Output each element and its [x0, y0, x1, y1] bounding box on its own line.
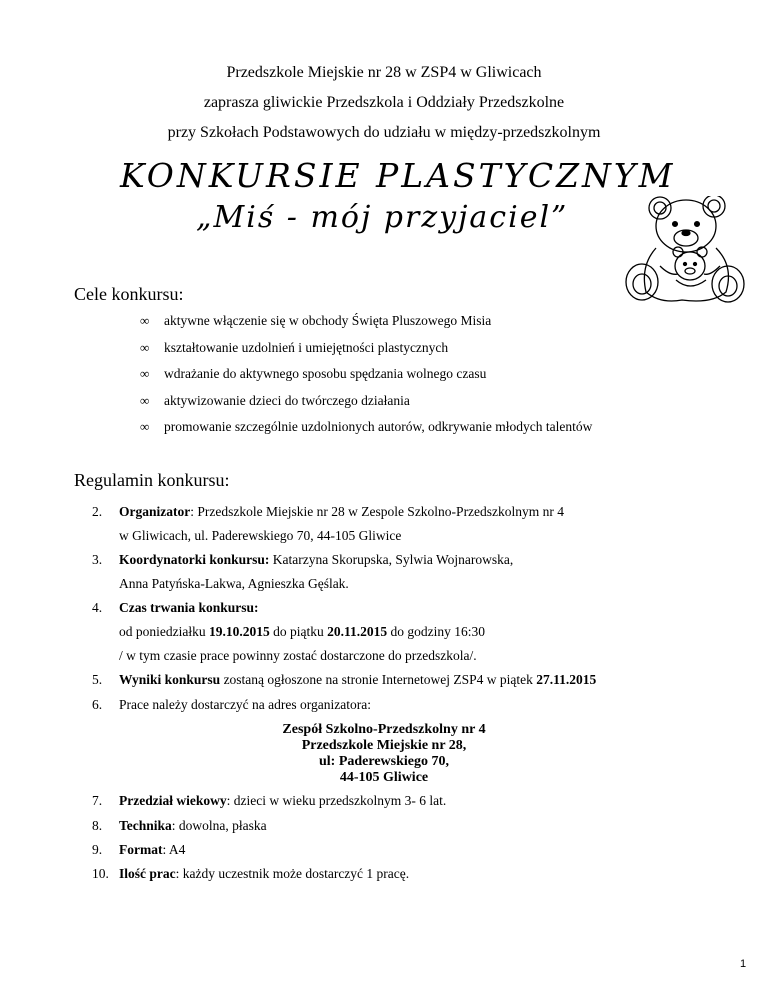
- rule-4: 4. Czas trwania konkursu:: [92, 600, 259, 615]
- list-item: ∞ aktywizowanie dzieci do twórczego działania: [140, 392, 410, 408]
- list-item: ∞ kształtowanie uzdolnień i umiejętności plastycznych: [140, 339, 449, 355]
- intro-line-2: zaprasza gliwickie Przedszkola i Oddziały Przedszkolne: [203, 94, 565, 111]
- rule-9: 9. Format: A4: [92, 842, 186, 857]
- rule-4-note: / w tym czasie prace powinny zostać dostarczone do przedszkola/.: [119, 648, 477, 663]
- list-item: ∞ aktywne włączenie się w obchody Święta Pluszowego Misia: [140, 313, 492, 328]
- rule-2: 2. Organizator: Przedszkole Miejskie nr 28 w Zespole Szkolno-Przedszkolnym nr 4: [92, 504, 565, 519]
- rule-10: 10. Ilość prac: każdy uczestnik może dostarczyć 1 pracę.: [92, 866, 410, 881]
- rule-6: 6. Prace należy dostarczyć na adres organizatora:: [92, 697, 371, 712]
- page-number: 1: [740, 958, 747, 970]
- rule-3: 3. Koordynatorki konkursu: Katarzyna Skorupska, Sylwia Wojnarowska,: [92, 552, 514, 567]
- rule-2-cont: w Gliwicach, ul. Paderewskiego 70, 44-105 Gliwice: [119, 528, 402, 543]
- infinity-bullet-icon: ∞: [140, 339, 150, 355]
- teddy-bear-illustration: [620, 196, 760, 308]
- organizer-address: Zespół Szkolno-Przedszkolny nr 4 Przedszkole Miejskie nr 28, ul: Paderewskiego 70, 44-105 Gliwice: [282, 722, 486, 785]
- intro-line-1: Przedszkole Miejskie nr 28 w ZSP4 w Gliwicach: [226, 64, 542, 81]
- list-item: ∞ promowanie szczególnie uzdolnionych autorów, odkrywanie młodych talentów: [140, 419, 593, 434]
- goals-heading: Cele konkursu:: [74, 284, 184, 304]
- infinity-bullet-icon: ∞: [140, 313, 150, 328]
- rules-heading: Regulamin konkursu:: [74, 470, 230, 490]
- contest-subtitle: „Miś - mój przyjaciel”: [196, 200, 569, 235]
- rule-7: 7. Przedział wiekowy: dzieci w wieku przedszkolnym 3- 6 lat.: [92, 793, 447, 808]
- infinity-bullet-icon: ∞: [140, 366, 150, 381]
- rule-5: 5. Wyniki konkursu zostaną ogłoszone na stronie Internetowej ZSP4 w piątek 27.11.2015: [92, 672, 597, 687]
- infinity-bullet-icon: ∞: [140, 419, 150, 434]
- contest-title: KONKURSIE PLASTYCZNYM: [120, 156, 676, 195]
- rule-4-dates: od poniedziałku 19.10.2015 do piątku 20.11.2015 do godziny 16:30: [119, 624, 485, 639]
- infinity-bullet-icon: ∞: [140, 392, 150, 408]
- goals-list: [140, 312, 592, 445]
- intro-line-3: przy Szkołach Podstawowych do udziału w między-przedszkolnym: [167, 124, 601, 141]
- rule-3-cont: Anna Patyńska-Lakwa, Agnieszka Gęślak.: [119, 576, 349, 591]
- rule-8: 8. Technika: dowolna, płaska: [92, 818, 267, 833]
- list-item: ∞ wdrażanie do aktywnego sposobu spędzania wolnego czasu: [140, 366, 487, 381]
